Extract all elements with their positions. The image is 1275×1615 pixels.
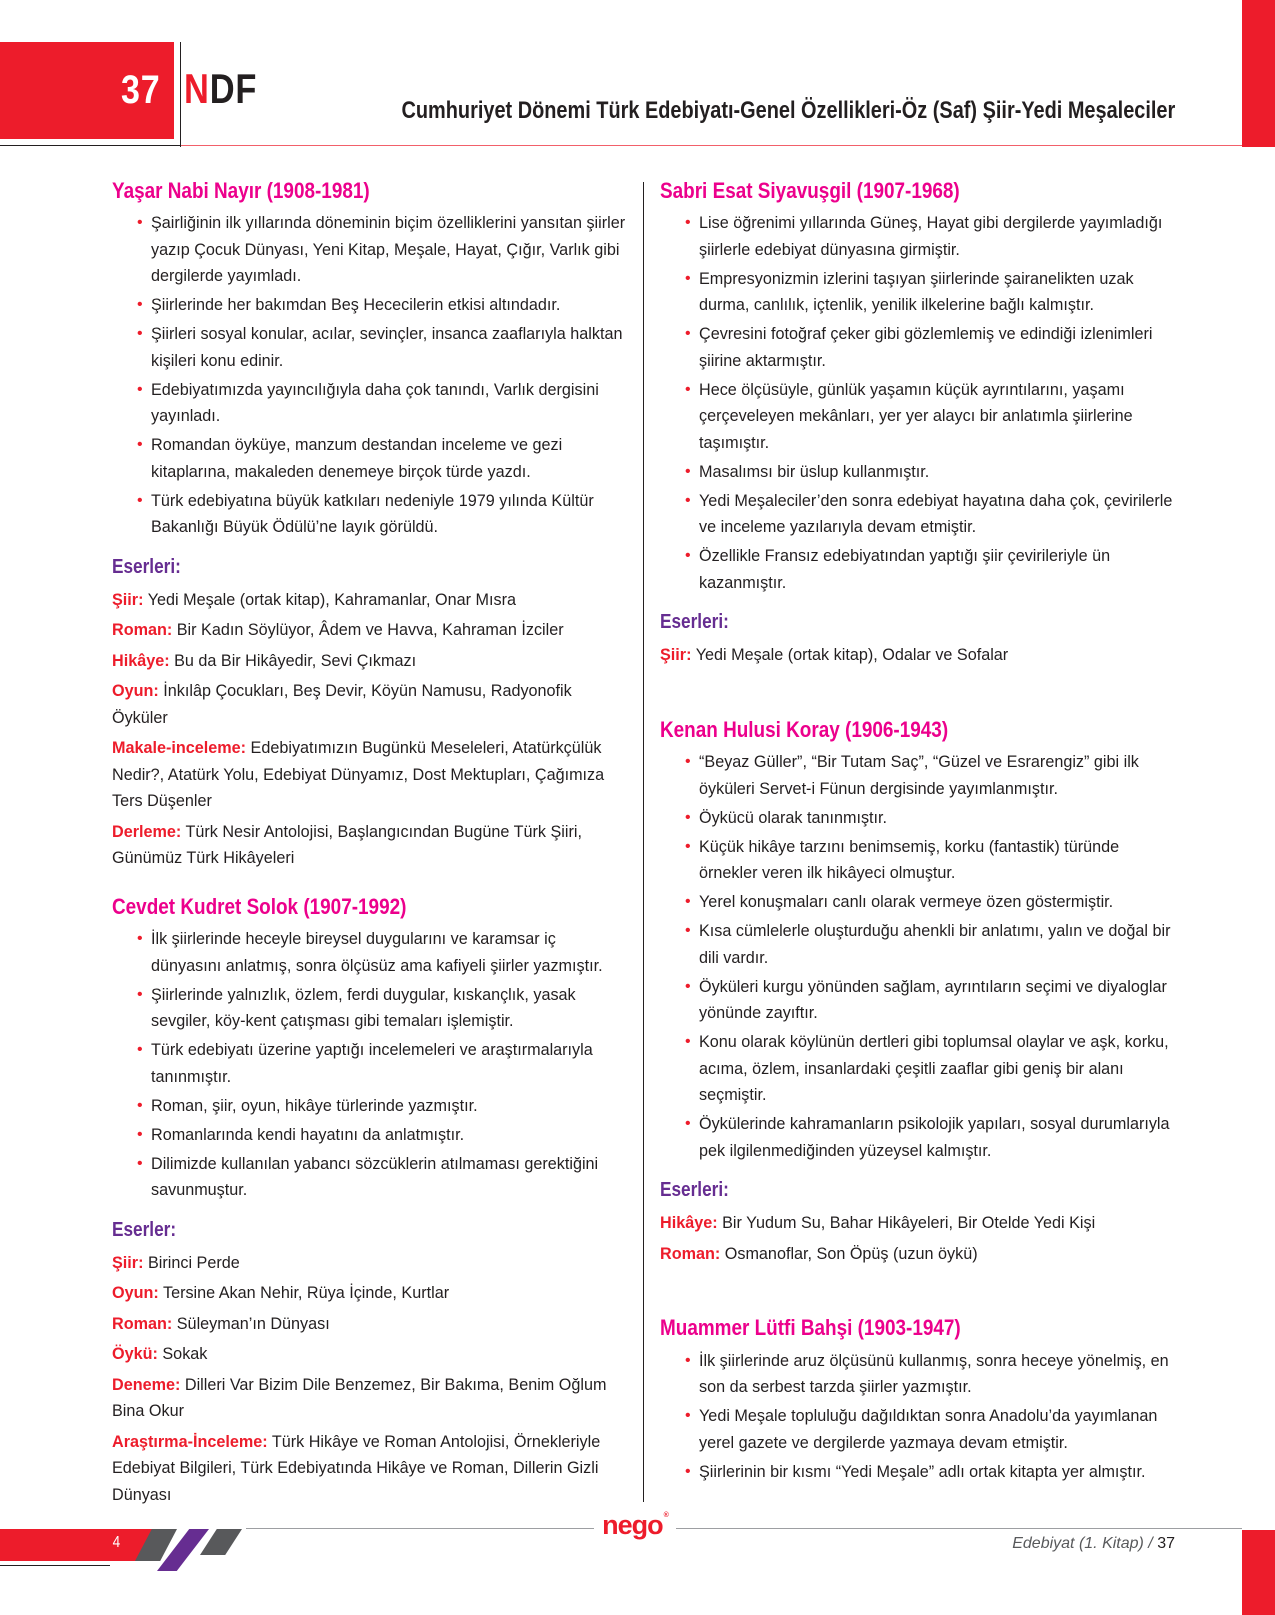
publisher-logo	[594, 1512, 676, 1556]
work-genre-label: Deneme:	[112, 1375, 181, 1394]
work-entry	[660, 1241, 1180, 1268]
author-section	[660, 178, 1180, 669]
work-titles: Sokak	[157, 1345, 208, 1364]
work-entry	[112, 648, 630, 675]
book-page-number: 37	[1157, 1535, 1175, 1552]
author-heading: Muammer Lütfi Bahşi (1903-1947)	[660, 1315, 961, 1341]
book-label: Edebiyat (1. Kitap) /	[1012, 1535, 1153, 1552]
bullet-item: • Şiirleri sosyal konular, acılar, sevinçler, insanca zaaflarıyla halktan kişileri konu edinir.	[137, 321, 630, 374]
header-rule-left	[0, 145, 180, 146]
work-genre-label: Roman:	[112, 1314, 173, 1333]
author-section	[112, 894, 630, 1508]
ndf-logo-n: N	[184, 65, 210, 112]
bullet-item: • Romanlarında kendi hayatını da anlatmıştır.	[137, 1122, 630, 1149]
author-heading: Cevdet Kudret Solok (1907-1992)	[112, 893, 407, 919]
work-entry	[660, 1210, 1180, 1237]
work-entry	[112, 1311, 630, 1338]
work-titles: Yedi Meşale (ortak kitap), Kahramanlar, Onar Mısra	[143, 590, 516, 609]
column-divider	[643, 182, 644, 1502]
work-genre-label: Hikâye:	[112, 651, 170, 670]
header-rule-right	[181, 145, 1275, 146]
bullet-item: • Şiirlerinde her bakımdan Beş Hececilerin etkisi altındadır.	[137, 292, 630, 319]
work-titles: Birinci Perde	[143, 1253, 240, 1272]
work-entry	[112, 587, 630, 614]
work-genre-label: Derleme:	[112, 822, 182, 841]
bullet-item: • Edebiyatımızda yayıncılığıyla daha çok tanındı, Varlık dergisini yayınladı.	[137, 377, 630, 430]
bullet-item: • Öyküleri kurgu yönünden sağlam, ayrıntıların seçimi ve diyaloglar yönünde zayıftır.	[685, 974, 1180, 1027]
footer-stripe-gray	[200, 1529, 242, 1555]
publisher-logo-text: nego	[602, 1510, 663, 1540]
work-entry	[112, 1372, 630, 1425]
work-entry	[112, 617, 630, 644]
work-genre-label: Şiir:	[112, 590, 144, 609]
bullet-item: • Kısa cümlelerle oluşturduğu ahenkli bir anlatımı, yalın ve doğal bir dili vardır.	[685, 918, 1180, 971]
ndf-logo-df: DF	[209, 65, 258, 112]
bullet-item: • Öykücü olarak tanınmıştır.	[685, 805, 1180, 832]
bullet-item: • Hece ölçüsüyle, günlük yaşamın küçük ayrıntılarını, yaşamı çerçeveleyen mekânları, yer yer alaycı bir anlatımla şiirlerine taşımıştır.	[685, 377, 1180, 457]
bullet-item: • Türk edebiyatı üzerine yaptığı incelemeleri ve araştırmalarıyla tanınmıştır.	[137, 1037, 630, 1090]
bullet-item: • Özellikle Fransız edebiyatından yaptığı şiir çevirileriyle ün kazanmıştır.	[685, 543, 1180, 596]
work-titles: Osmanoflar, Son Öpüş (uzun öykü)	[720, 1244, 978, 1263]
works-heading: Eserleri:	[660, 611, 729, 634]
work-titles: Bir Kadın Söylüyor, Âdem ve Havva, Kahraman İzciler	[172, 621, 564, 640]
work-entry	[112, 1341, 630, 1368]
footer-rule-left	[0, 1565, 110, 1566]
footer-left-page-number: 4	[112, 1534, 121, 1551]
bullet-item: • Şairliğinin ilk yıllarında döneminin biçim özelliklerini yansıtan şiirler yazıp Çocuk Dünyası, Yeni Kitap, Meşale, Hayat, Çığır, Varlık gibi dergilerde yayımladı.	[137, 210, 630, 290]
bullet-item: • Şiirlerinin bir kısmı “Yedi Meşale” adlı ortak kitapta yer almıştır.	[685, 1459, 1180, 1486]
work-genre-label: Oyun:	[112, 1284, 159, 1303]
work-entry	[112, 678, 630, 731]
footer-rule	[246, 1528, 1242, 1529]
work-genre-label: Araştırma-İnceleme:	[112, 1432, 268, 1451]
work-titles: Yedi Meşale (ortak kitap), Odalar ve Sofalar	[691, 646, 1009, 665]
edge-tab-bottom	[1242, 1530, 1275, 1615]
author-section	[112, 178, 630, 872]
bullet-item: • Roman, şiir, oyun, hikâye türlerinde yazmıştır.	[137, 1093, 630, 1120]
bullet-list	[112, 926, 630, 1204]
bullet-item: • Masalımsı bir üslup kullanmıştır.	[685, 459, 1180, 486]
author-heading: Sabri Esat Siyavuşgil (1907-1968)	[660, 178, 960, 203]
work-entry	[112, 1250, 630, 1277]
work-titles: Türk Nesir Antolojisi, Başlangıcından Bugüne Türk Şiiri, Günümüz Türk Hikâyeleri	[112, 822, 582, 868]
work-genre-label: Roman:	[112, 621, 173, 640]
left-column	[112, 178, 630, 1512]
work-titles: Bu da Bir Hikâyedir, Sevi Çıkmazı	[169, 651, 417, 670]
book-reference	[1012, 1535, 1175, 1553]
header-divider	[180, 42, 181, 147]
bullet-item: • Konu olarak köylünün dertleri gibi toplumsal olaylar ve aşk, korku, acıma, özlem, insanlardaki çeşitli zaaflar gibi geniş bir alanı seçmiştir.	[685, 1029, 1180, 1109]
footer-red-tab	[0, 1529, 160, 1561]
bullet-item: • Öykülerinde kahramanların psikolojik yapıları, sosyal durumlarıyla pek ilgilenmediğinden yüzeysel kalmıştır.	[685, 1111, 1180, 1164]
works-heading: Eserleri:	[660, 1179, 729, 1202]
bullet-item: • Yedi Meşaleciler’den sonra edebiyat hayatına daha çok, çevirilerle ve inceleme yazılarıyla devam etmiştir.	[685, 488, 1180, 541]
work-titles: Dilleri Var Bizim Dile Benzemez, Bir Bakıma, Benim Oğlum Bina Okur	[112, 1375, 607, 1421]
section-gap	[660, 1271, 1180, 1315]
header-page-number: 37	[120, 68, 160, 112]
bullet-item: • İlk şiirlerinde aruz ölçüsünü kullanmış, sonra heceye yönelmiş, en son da serbest tarzda şiirler yazmıştır.	[685, 1348, 1180, 1401]
bullet-list	[660, 749, 1180, 1164]
header-red-block	[0, 42, 174, 139]
work-titles: Türk Hikâye ve Roman Antolojisi, Örnekleriyle Edebiyat Bilgileri, Türk Edebiyatında Hikâye ve Roman, Dillerin Gizli Dünyası	[112, 1432, 601, 1504]
bullet-item: • Küçük hikâye tarzını benimsemiş, korku (fantastik) türünde örnekler veren ilk hikâyeci olmuştur.	[685, 834, 1180, 887]
works-heading: Eserler:	[112, 1218, 177, 1241]
work-genre-label: Şiir:	[112, 1253, 144, 1272]
bullet-item: • Empresyonizmin izlerini taşıyan şiirlerinde şairanelikten uzak durma, canlılık, içtenlik, yenilik ilkelerine bağlı kalmıştır.	[685, 266, 1180, 319]
work-titles: İnkılâp Çocukları, Beş Devir, Köyün Namusu, Radyonofik Öyküler	[112, 682, 572, 727]
bullet-item: • Romandan öyküye, manzum destandan inceleme ve gezi kitaplarına, makaleden denemeye birçok türde yazdı.	[137, 432, 630, 485]
ndf-logo	[184, 65, 258, 112]
bullet-item: • İlk şiirlerinde heceyle bireysel duygularını ve karamsar iç dünyasını anlatmış, sonra ölçüsüz ama kafiyeli şiirler yazmıştır.	[137, 926, 630, 979]
bullet-item: • Lise öğrenimi yıllarında Güneş, Hayat gibi dergilerde yayımladığı şiirlerle edebiyat dünyasına girmiştir.	[685, 210, 1180, 263]
section-gap	[112, 876, 630, 894]
works-heading: Eserleri:	[112, 555, 181, 578]
section-gap	[660, 673, 1180, 717]
bullet-list	[112, 210, 630, 541]
work-genre-label: Roman:	[660, 1244, 721, 1263]
edge-tab-top	[1242, 0, 1275, 147]
work-genre-label: Makale-inceleme:	[112, 739, 247, 758]
work-entry	[112, 1429, 630, 1509]
author-section	[660, 1315, 1180, 1485]
work-titles: Bir Yudum Su, Bahar Hikâyeleri, Bir Otelde Yedi Kişi	[717, 1214, 1096, 1233]
work-entry	[112, 735, 630, 815]
author-heading: Yaşar Nabi Nayır (1908-1981)	[112, 178, 370, 203]
work-genre-label: Hikâye:	[660, 1214, 718, 1233]
work-entry	[112, 819, 630, 872]
work-titles: Edebiyatımızın Bugünkü Meseleleri, Atatürkçülük Nedir?, Atatürk Yolu, Edebiyat Dünyamız, Dost Mektupları, Çağımıza Ters Düşenler	[112, 739, 605, 811]
work-genre-label: Öykü:	[112, 1345, 158, 1364]
bullet-item: • Yedi Meşale topluluğu dağıldıktan sonra Anadolu’da yayımlanan yerel gazete ve dergilerde yazmaya devam etmiştir.	[685, 1403, 1180, 1456]
author-heading: Kenan Hulusi Koray (1906-1943)	[660, 716, 949, 742]
work-titles: Tersine Akan Nehir, Rüya İçinde, Kurtlar	[158, 1284, 450, 1303]
bullet-item: • Şiirlerinde yalnızlık, özlem, ferdi duygular, kıskançlık, yasak sevgiler, köy-kent çatışması gibi temaları işlemiştir.	[137, 982, 630, 1035]
right-column	[660, 178, 1180, 1488]
bullet-item: • Dilimizde kullanılan yabancı sözcüklerin atılmaması gerektiğini savunmuştur.	[137, 1151, 630, 1204]
registered-mark-icon: ®	[663, 1512, 668, 1519]
work-genre-label: Oyun:	[112, 682, 159, 701]
work-titles: Süleyman’ın Dünyası	[172, 1314, 330, 1333]
page-title: Cumhuriyet Dönemi Türk Edebiyatı-Genel Özellikleri-Öz (Saf) Şiir-Yedi Meşaleciler	[401, 97, 1175, 124]
work-entry	[112, 1280, 630, 1307]
bullet-list	[660, 1348, 1180, 1486]
bullet-item: • Yerel konuşmaları canlı olarak vermeye özen göstermiştir.	[685, 889, 1180, 916]
bullet-item: • Çevresini fotoğraf çeker gibi gözlemlemiş ve edindiği izlenimleri şiirine aktarmıştır.	[685, 321, 1180, 374]
bullet-item: • “Beyaz Güller”, “Bir Tutam Saç”, “Güzel ve Esrarengiz” gibi ilk öyküleri Servet-i Fünun dergisinde yayımlanmıştır.	[685, 749, 1180, 802]
work-genre-label: Şiir:	[660, 646, 692, 665]
bullet-list	[660, 210, 1180, 596]
work-entry	[660, 642, 1180, 669]
bullet-item: • Türk edebiyatına büyük katkıları nedeniyle 1979 yılında Kültür Bakanlığı Büyük Ödülü’ne layık görüldü.	[137, 488, 630, 541]
author-section	[660, 717, 1180, 1267]
